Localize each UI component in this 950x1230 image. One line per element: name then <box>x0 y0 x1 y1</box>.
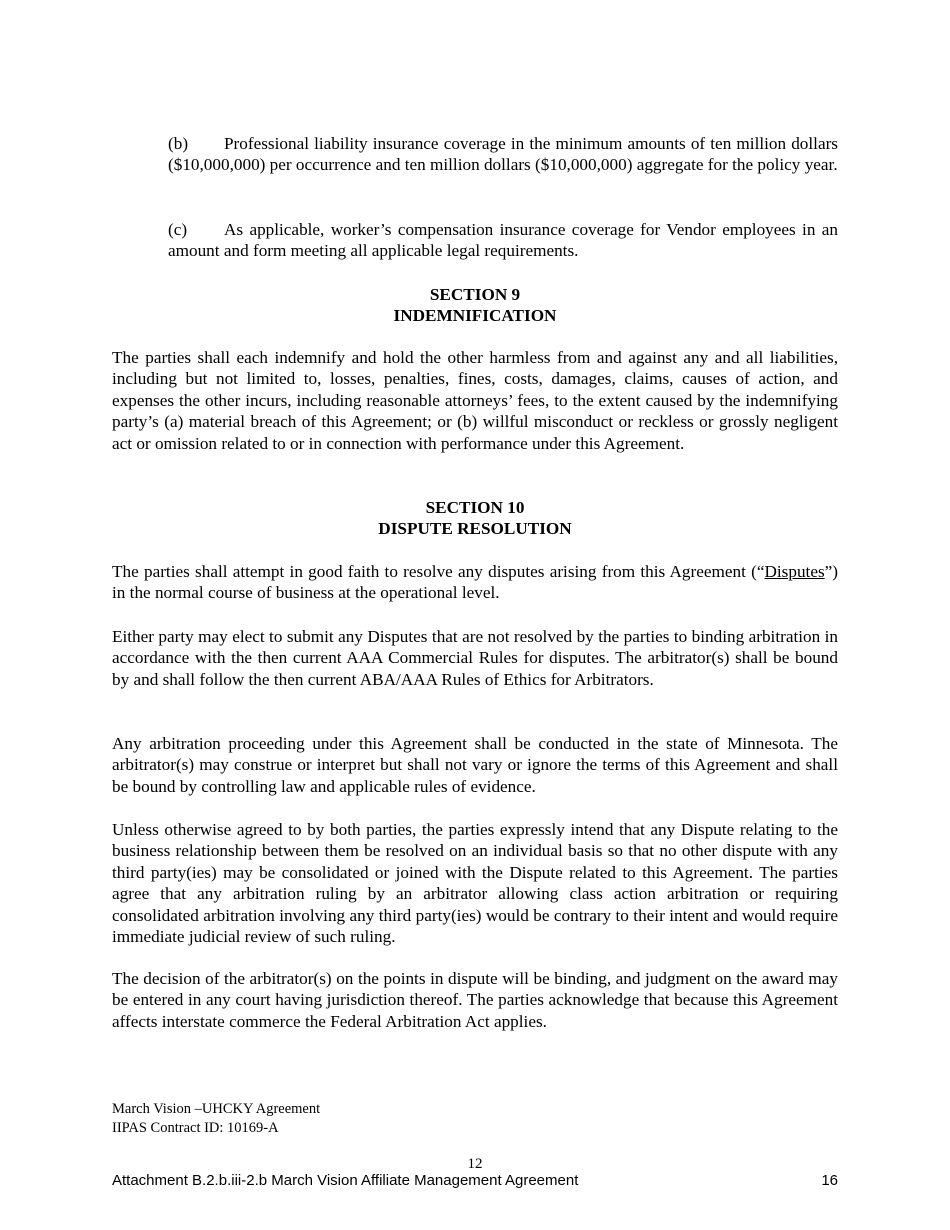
agreement-name: March Vision –UHCKY Agreement <box>112 1101 321 1117</box>
insurance-item-b <box>168 133 838 176</box>
section-number: SECTION 10 <box>425 498 525 517</box>
contract-id: IIPAS Contract ID: 10169-A <box>112 1119 279 1136</box>
section-heading-9 <box>112 284 838 327</box>
attachment-footer <box>112 1172 838 1190</box>
paragraph-text: Any arbitration proceeding under this Agreement shall be conducted in the state of Minnesota. The arbitrator(s) may construe or interpret but shall not vary or ignore the terms of this Agreement and shall be bound by controlling law and applicable rules of evidence. <box>112 734 838 796</box>
attachment-label: Attachment B.2.b.iii-2.b March Vision Affiliate Management Agreement <box>112 1172 579 1189</box>
paragraph-text: The parties shall each indemnify and hold the other harmless from and against any and all liabilities, including but not limited to, losses, penalties, fines, costs, damages, claims, causes of action, and expenses the other incurs, including reasonable attorneys’ fees, to the extent caused by the indemnifying party’s (a) material breach of this Agreement; or (b) willful misconduct or reckless or grossly negligent act or omission related to or in connection with performance under this Agreement. <box>112 348 838 453</box>
paragraph-text: The parties shall attempt in good faith to resolve any disputes arising from this Agreement (“ <box>112 562 765 581</box>
dispute-paragraph-2 <box>112 626 838 690</box>
attachment-page-number: 16 <box>821 1172 838 1189</box>
section-title: DISPUTE RESOLUTION <box>378 519 572 539</box>
dispute-paragraph-1 <box>112 561 838 604</box>
indemnification-paragraph <box>112 347 838 454</box>
item-marker: (c) <box>168 220 188 239</box>
paragraph-text: Unless otherwise agreed to by both parties, the parties expressly intend that any Dispute relating to the business relationship between them be resolved on an individual basis so that no other dispute with any third party(ies) may be consolidated or joined with the Dispute related to this Agreement. The parties agree that any arbitration ruling by an arbitrator allowing class action arbitration or requiring consolidated arbitration involving any third party(ies) would be contrary to their intent and would require immediate judicial review of such ruling. <box>112 820 838 947</box>
defined-term: Disputes <box>764 562 825 581</box>
section-title: INDEMNIFICATION <box>393 306 557 326</box>
insurance-item-c <box>168 219 838 262</box>
section-number: SECTION 9 <box>429 285 521 304</box>
item-text: Professional liability insurance coverage in the minimum amounts of ten million dollars ($10,000,000) per occurrence and ten million dollars ($10,000,000) aggregate for the policy year. <box>168 134 838 175</box>
paragraph-text: Either party may elect to submit any Disputes that are not resolved by the parties to binding arbitration in accordance with the then current AAA Commercial Rules for disputes. The arbitrator(s) shall be bound by and shall follow the then current ABA/AAA Rules of Ethics for Arbitrators. <box>112 627 838 689</box>
dispute-paragraph-3 <box>112 733 838 797</box>
item-text: As applicable, worker’s compensation insurance coverage for Vendor employees in an amount and form meeting all applicable legal requirements. <box>168 220 838 261</box>
page-number: 12 <box>467 1156 483 1172</box>
paragraph-text: The decision of the arbitrator(s) on the points in dispute will be binding, and judgment on the award may be entered in any court having jurisdiction thereof. The parties acknowledge that because this Agreement affects interstate commerce the Federal Arbitration Act applies. <box>112 969 838 1031</box>
dispute-paragraph-5 <box>112 968 838 1032</box>
section-heading-10 <box>112 497 838 540</box>
dispute-paragraph-4 <box>112 819 838 947</box>
footer-agreement-info <box>112 1100 320 1137</box>
item-marker: (b) <box>168 134 189 153</box>
paragraph-text: ”) in the normal course of business at the operational level. <box>112 562 838 603</box>
